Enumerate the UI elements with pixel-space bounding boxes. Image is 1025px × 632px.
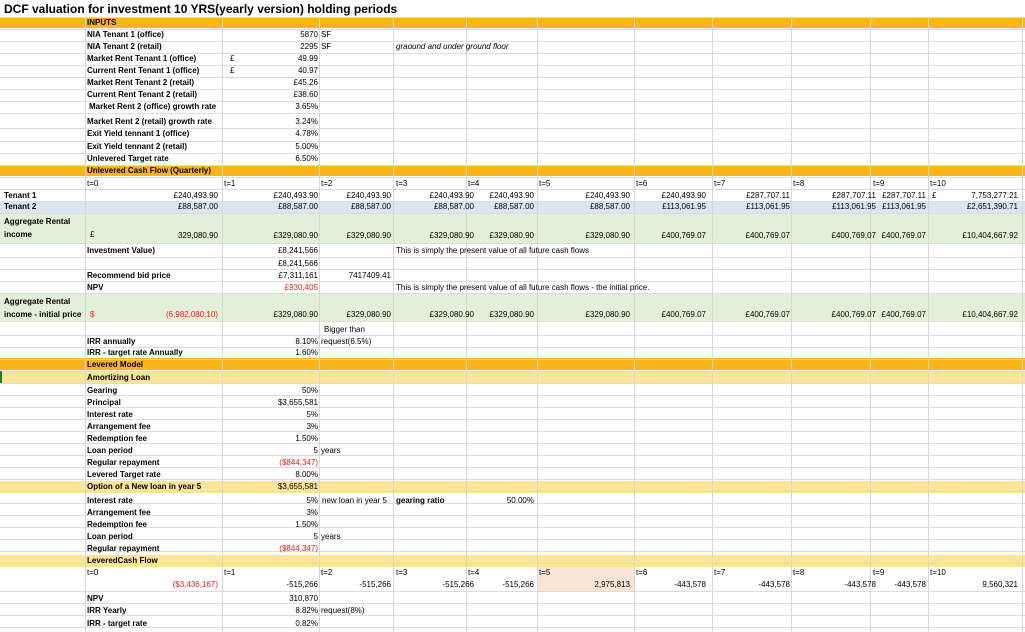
row-gridline <box>0 603 1025 604</box>
crt2-label[interactable]: Current Rent Tenant 2 (retail) <box>87 90 198 99</box>
aggregate-value-3[interactable]: £329,080.90 <box>489 231 534 240</box>
levered-period-5[interactable]: t=5 <box>539 568 551 577</box>
row-gridline <box>0 243 1025 244</box>
irr-note-2: request(6.5%) <box>321 337 372 346</box>
crt1-label[interactable]: Current Rent Tenant 1 (office) <box>87 66 200 75</box>
levered-irr-target-label[interactable]: IRR - target rate <box>87 619 148 628</box>
mrt1-value[interactable]: 49.99 <box>297 54 318 63</box>
loan-period2-unit[interactable]: years <box>321 532 341 541</box>
aggregate-initial-currency: $ <box>90 310 95 319</box>
tenant2-value-5[interactable]: £88,587.00 <box>589 202 630 211</box>
unlevered-period-7[interactable]: t=7 <box>714 179 726 188</box>
column-gridline <box>393 17 394 632</box>
column-gridline <box>319 17 320 632</box>
npv-label[interactable]: NPV <box>87 283 104 292</box>
unlevered-period-2[interactable]: t=2 <box>321 179 333 188</box>
sheet-title: DCF valuation for investment 10 YRS(yearly version) holding periods <box>4 2 398 16</box>
row-gridline <box>0 321 1025 322</box>
levered-cf-value-3[interactable]: -515,266 <box>442 580 474 589</box>
aggregate-initial-value-0[interactable]: £329,080.90 <box>273 310 318 319</box>
aggregate-value-5[interactable]: £400,769.07 <box>661 231 706 240</box>
investment-value-extra[interactable]: £8,241,566 <box>277 259 318 268</box>
repayment2-label[interactable]: Regular repayment <box>87 544 160 553</box>
aggregate-initial-value-8[interactable]: £400,769.07 <box>881 310 926 319</box>
investment-value[interactable]: £8,241,566 <box>277 246 318 255</box>
arrangement2-label[interactable]: Arrangement fee <box>87 508 151 517</box>
crt2-value[interactable]: £38.60 <box>293 90 318 99</box>
investment-value-label[interactable]: Investment Value) <box>87 246 156 255</box>
row-gridline <box>0 455 1025 456</box>
mr2rg-label[interactable]: Market Rent 2 (retail) growth rate <box>87 117 212 126</box>
unlevered-period-10[interactable]: t=10 <box>930 179 946 188</box>
interest2-label[interactable]: Interest rate <box>87 496 133 505</box>
interest2-value[interactable]: 5% <box>306 496 318 505</box>
utr-label[interactable]: Unlevered Target rate <box>87 154 169 163</box>
repayment-value[interactable]: ($844,347) <box>279 458 318 467</box>
levered-period-1[interactable]: t=1 <box>224 568 236 577</box>
levered-period-6[interactable]: t=6 <box>636 568 648 577</box>
tenant2-value-3[interactable]: £88,587.00 <box>433 202 474 211</box>
tenant1-last-currency: £ <box>932 191 937 200</box>
column-gridline <box>222 17 223 632</box>
mrt2-value[interactable]: £45.26 <box>293 78 318 87</box>
aggregate-initial-label-1[interactable]: Aggregate Rental <box>4 297 71 306</box>
tenant1-value-7[interactable]: £287,707.11 <box>746 191 790 200</box>
aggregate-value-2[interactable]: £329,080.90 <box>429 231 474 240</box>
utr-value[interactable]: 6.50% <box>295 154 318 163</box>
aggregate-value-4[interactable]: £329,080.90 <box>585 231 630 240</box>
aggregate-initial-value-5[interactable]: £400,769.07 <box>661 310 706 319</box>
levered-cf-value-1[interactable]: -515,266 <box>286 580 318 589</box>
principal-label[interactable]: Principal <box>87 398 121 407</box>
levered-period-3[interactable]: t=3 <box>396 568 408 577</box>
inputs-band <box>0 17 1025 28</box>
column-gridline <box>537 17 538 632</box>
bid-price-aside[interactable]: 7417409.41 <box>348 271 391 280</box>
arrangement-value[interactable]: 3% <box>306 422 318 431</box>
unlevered-period-3[interactable]: t=3 <box>396 179 408 188</box>
unlevered-period-4[interactable]: t=4 <box>468 179 480 188</box>
aggregate-value-0[interactable]: £329,080.90 <box>273 231 318 240</box>
row-gridline <box>0 177 1025 178</box>
row-gridline <box>0 515 1025 516</box>
column-gridline <box>870 17 871 632</box>
unlevered-header[interactable]: Unlevered Cash Flow (Quarterly) <box>87 166 212 175</box>
row-gridline <box>0 17 1025 18</box>
irr-target-value[interactable]: 1.60% <box>295 348 318 357</box>
redemption2-value[interactable]: 1.50% <box>295 520 318 529</box>
loan-period2-value[interactable]: 5 <box>313 532 318 541</box>
tenant1-value-last[interactable]: 7,753,277.21 <box>971 191 1018 200</box>
tenant2-value-8[interactable]: £113,061.95 <box>832 202 876 211</box>
npv-note[interactable]: This is simply the present value of all future cash flows - the initial price. <box>396 283 650 292</box>
gearing-value[interactable]: 50% <box>301 386 318 395</box>
tenant1-value-1[interactable]: £240,493.90 <box>273 191 318 200</box>
interest-label[interactable]: Interest rate <box>87 410 133 419</box>
levered-cf-value-4[interactable]: -515,266 <box>502 580 534 589</box>
levered-period-7[interactable]: t=7 <box>714 568 726 577</box>
aggregate-initial-value-3[interactable]: £329,080.90 <box>489 310 534 319</box>
levered-npv-label[interactable]: NPV <box>87 594 104 603</box>
levered-cf-header[interactable]: LeveredCash Flow <box>87 556 158 565</box>
aggregate-first[interactable]: 329,080.90 <box>177 231 218 240</box>
ey1-value[interactable]: 4.78% <box>295 129 318 138</box>
tenant2-value-7[interactable]: £113,061.95 <box>746 202 790 211</box>
option-header[interactable]: Option of a New loan in year 5 <box>87 482 202 491</box>
mr2rg-value[interactable]: 3.24% <box>295 117 318 126</box>
aggregate-initial-value-2[interactable]: £329,080.90 <box>429 310 474 319</box>
loan-period2-label[interactable]: Loan period <box>87 532 133 541</box>
column-gridline <box>634 17 635 632</box>
levered-target-value[interactable]: 8.00% <box>295 470 318 479</box>
arrangement-label[interactable]: Arrangement fee <box>87 422 151 431</box>
loan-period-value[interactable]: 5 <box>313 446 318 455</box>
row-gridline <box>0 615 1025 616</box>
irr-value[interactable]: 8.10% <box>295 337 318 346</box>
aggregate-initial-first[interactable]: (6,982,080.10) <box>165 310 218 319</box>
gearing-ratio-value[interactable]: 50.00% <box>506 496 534 505</box>
aggregate-value-8[interactable]: £400,769.07 <box>881 231 926 240</box>
option-value[interactable]: $3,655,581 <box>277 482 318 491</box>
row-gridline <box>0 335 1025 336</box>
aggregate-value-9[interactable]: £10,404,667.92 <box>962 231 1018 240</box>
row-gridline <box>0 359 1025 360</box>
ey2-value[interactable]: 5.00% <box>295 142 318 151</box>
crt1-value[interactable]: 40.97 <box>297 66 318 75</box>
nia2-value[interactable]: 2295 <box>300 42 318 51</box>
levered-cf-value-5[interactable]: 2,975,813 <box>594 580 630 589</box>
unlevered-period-1[interactable]: t=1 <box>224 179 236 188</box>
levered-irr-value[interactable]: 8.82% <box>295 606 318 615</box>
levered-cf-value-2[interactable]: -515,266 <box>359 580 391 589</box>
levered-target-label[interactable]: Levered Target rate <box>87 470 161 479</box>
row-gridline <box>0 431 1025 432</box>
bid-price-value[interactable]: £7,311,161 <box>278 271 318 280</box>
principal-value[interactable]: $3,655,581 <box>277 398 318 407</box>
row-gridline <box>0 113 1025 114</box>
tenant1-value-2[interactable]: £240,493.90 <box>346 191 391 200</box>
selection-marker <box>0 371 2 383</box>
redemption2-label[interactable]: Redemption fee <box>87 520 148 529</box>
mr2g-label[interactable]: Market Rent 2 (office) growth rate <box>89 102 217 111</box>
row-gridline <box>0 395 1025 396</box>
column-gridline <box>712 17 713 632</box>
repayment2-value[interactable]: ($844,347) <box>279 544 318 553</box>
tenant2-value-2[interactable]: £88,587.00 <box>350 202 391 211</box>
mrt2-label[interactable]: Market Rent Tenant 2 (retail) <box>87 78 194 87</box>
tenant1-value-8[interactable]: £287,707.11 <box>832 191 876 200</box>
tenant1-label[interactable]: Tenant 1 <box>4 191 37 200</box>
column-gridline <box>928 17 929 632</box>
levered-cf-value-9[interactable]: -443,578 <box>894 580 926 589</box>
nia1-label[interactable]: NIA Tenant 1 (office) <box>87 30 164 39</box>
row-gridline <box>0 213 1025 214</box>
redemption-value[interactable]: 1.50% <box>295 434 318 443</box>
row-gridline <box>0 591 1025 592</box>
gearing-label[interactable]: Gearing <box>87 386 118 395</box>
aggregate-initial-value-6[interactable]: £400,769.07 <box>745 310 790 319</box>
mr2g-value[interactable]: 3.65% <box>295 102 318 111</box>
aggregate-initial-value-4[interactable]: £329,080.90 <box>585 310 630 319</box>
row-gridline <box>0 257 1025 258</box>
bid-price-label[interactable]: Recommend bid price <box>87 271 171 280</box>
investment-value-note[interactable]: This is simply the present value of all future cash flows <box>396 246 589 255</box>
interest2-note[interactable]: new loan in year 5 <box>322 496 387 505</box>
mrt1-label[interactable]: Market Rent Tenant 1 (office) <box>87 54 197 63</box>
column-gridline <box>85 17 86 632</box>
row-gridline <box>0 371 1025 372</box>
levered-cf-value-10[interactable]: 9,560,321 <box>982 580 1018 589</box>
nia2-label[interactable]: NIA Tenant 2 (retail) <box>87 42 162 51</box>
levered-period-8[interactable]: t=8 <box>793 568 805 577</box>
tenant1-value-3[interactable]: £240,493.90 <box>429 191 474 200</box>
ey1-label[interactable]: Exit Yield tennant 1 (office) <box>87 129 190 138</box>
redemption-label[interactable]: Redemption fee <box>87 434 148 443</box>
column-gridline <box>1022 17 1023 632</box>
row-gridline <box>0 419 1025 420</box>
irr-label[interactable]: IRR annually <box>87 337 136 346</box>
levered-period-0[interactable]: t=0 <box>87 568 99 577</box>
nia1-unit[interactable]: SF <box>321 30 332 39</box>
tenant2-value-9[interactable]: £113,061.95 <box>882 202 926 211</box>
aggregate-initial-label-2: income - initial price <box>4 310 82 319</box>
crt1-currency: £ <box>230 66 235 75</box>
tenant2-label[interactable]: Tenant 2 <box>4 202 37 211</box>
tenant1-value-5[interactable]: £240,493.90 <box>585 191 630 200</box>
ey2-label[interactable]: Exit Yield tennant 2 (retail) <box>87 142 188 151</box>
nia1-value[interactable]: 5870 <box>300 30 318 39</box>
tenant2-value-10[interactable]: £2,651,390.71 <box>966 202 1018 211</box>
levered-period-9[interactable]: t=9 <box>873 568 885 577</box>
amortizing-header[interactable]: Amortizing Loan <box>87 373 151 382</box>
unlevered-period-5[interactable]: t=5 <box>539 179 551 188</box>
nia2-note[interactable]: graound and under ground floor <box>396 42 509 51</box>
loan-period-label[interactable]: Loan period <box>87 446 133 455</box>
aggregate-label-2: income <box>4 230 33 239</box>
repayment-label[interactable]: Regular repayment <box>87 458 160 467</box>
unlevered-period-0[interactable]: t=0 <box>87 179 99 188</box>
levered-header[interactable]: Levered Model <box>87 360 144 369</box>
mrt1-currency: £ <box>230 54 235 63</box>
levered-cf-value-8[interactable]: -443,578 <box>844 580 876 589</box>
unlevered-period-8[interactable]: t=8 <box>793 179 805 188</box>
interest-value[interactable]: 5% <box>306 410 318 419</box>
tenant2-value-4[interactable]: £88,587.00 <box>493 202 534 211</box>
levered-period-4[interactable]: t=4 <box>468 568 480 577</box>
irr-note-1[interactable]: Bigger than <box>324 325 365 334</box>
column-gridline <box>791 17 792 632</box>
tenant1-value-4[interactable]: £240,493.90 <box>489 191 534 200</box>
row-gridline <box>0 539 1025 540</box>
column-gridline <box>466 17 467 632</box>
levered-period-10[interactable]: t=10 <box>930 568 946 577</box>
aggregate-value-7[interactable]: £400,769.07 <box>831 231 876 240</box>
levered-irr-target-value[interactable]: 0.82% <box>295 619 318 628</box>
row-gridline <box>0 383 1025 384</box>
tenant2-value-1[interactable]: £88,587.00 <box>277 202 318 211</box>
arrangement2-value[interactable]: 3% <box>306 508 318 517</box>
unlevered-period-6[interactable]: t=6 <box>636 179 648 188</box>
row-gridline <box>0 443 1025 444</box>
row-gridline <box>0 407 1025 408</box>
nia2-unit[interactable]: SF <box>321 42 332 51</box>
irr-target-label[interactable]: IRR - target rate Annually <box>87 348 183 357</box>
gearing-ratio-label[interactable]: gearing ratio <box>396 496 445 505</box>
levered-cf-value-6[interactable]: -443,578 <box>674 580 706 589</box>
levered-period-2[interactable]: t=2 <box>321 568 333 577</box>
inputs-header[interactable]: INPUTS <box>87 18 117 27</box>
aggregate-initial-value-7[interactable]: £400,769.07 <box>831 310 876 319</box>
aggregate-initial-value-1[interactable]: £329,080.90 <box>346 310 391 319</box>
tenant1-value-0[interactable]: £240,493.90 <box>173 191 218 200</box>
tenant2-value-0[interactable]: £88,587.00 <box>177 202 218 211</box>
aggregate-initial-value-9[interactable]: £10,404,667.92 <box>962 310 1018 319</box>
levered-cf-value-0[interactable]: ($3,436,167) <box>172 580 218 589</box>
levered-irr-label[interactable]: IRR Yearly <box>87 606 127 615</box>
tenant2-value-6[interactable]: £113,061.95 <box>662 202 706 211</box>
npv-value[interactable]: £930,405 <box>284 283 318 292</box>
aggregate-value-6[interactable]: £400,769.07 <box>745 231 790 240</box>
aggregate-value-1[interactable]: £329,080.90 <box>346 231 391 240</box>
row-gridline <box>0 627 1025 628</box>
tenant1-value-9[interactable]: £287,707.11 <box>882 191 926 200</box>
levered-irr-note[interactable]: request(8%) <box>321 606 365 615</box>
loan-period-unit[interactable]: years <box>321 446 341 455</box>
levered-cf-value-7[interactable]: -443,578 <box>758 580 790 589</box>
aggregate-currency: £ <box>90 230 95 239</box>
unlevered-period-9[interactable]: t=9 <box>873 179 885 188</box>
aggregate-label-1[interactable]: Aggregate Rental <box>4 217 71 226</box>
levered-npv-value[interactable]: 310,870 <box>289 594 318 603</box>
row-gridline <box>0 527 1025 528</box>
tenant1-value-6[interactable]: £240,493.90 <box>661 191 706 200</box>
amortizing-band <box>0 371 1025 383</box>
